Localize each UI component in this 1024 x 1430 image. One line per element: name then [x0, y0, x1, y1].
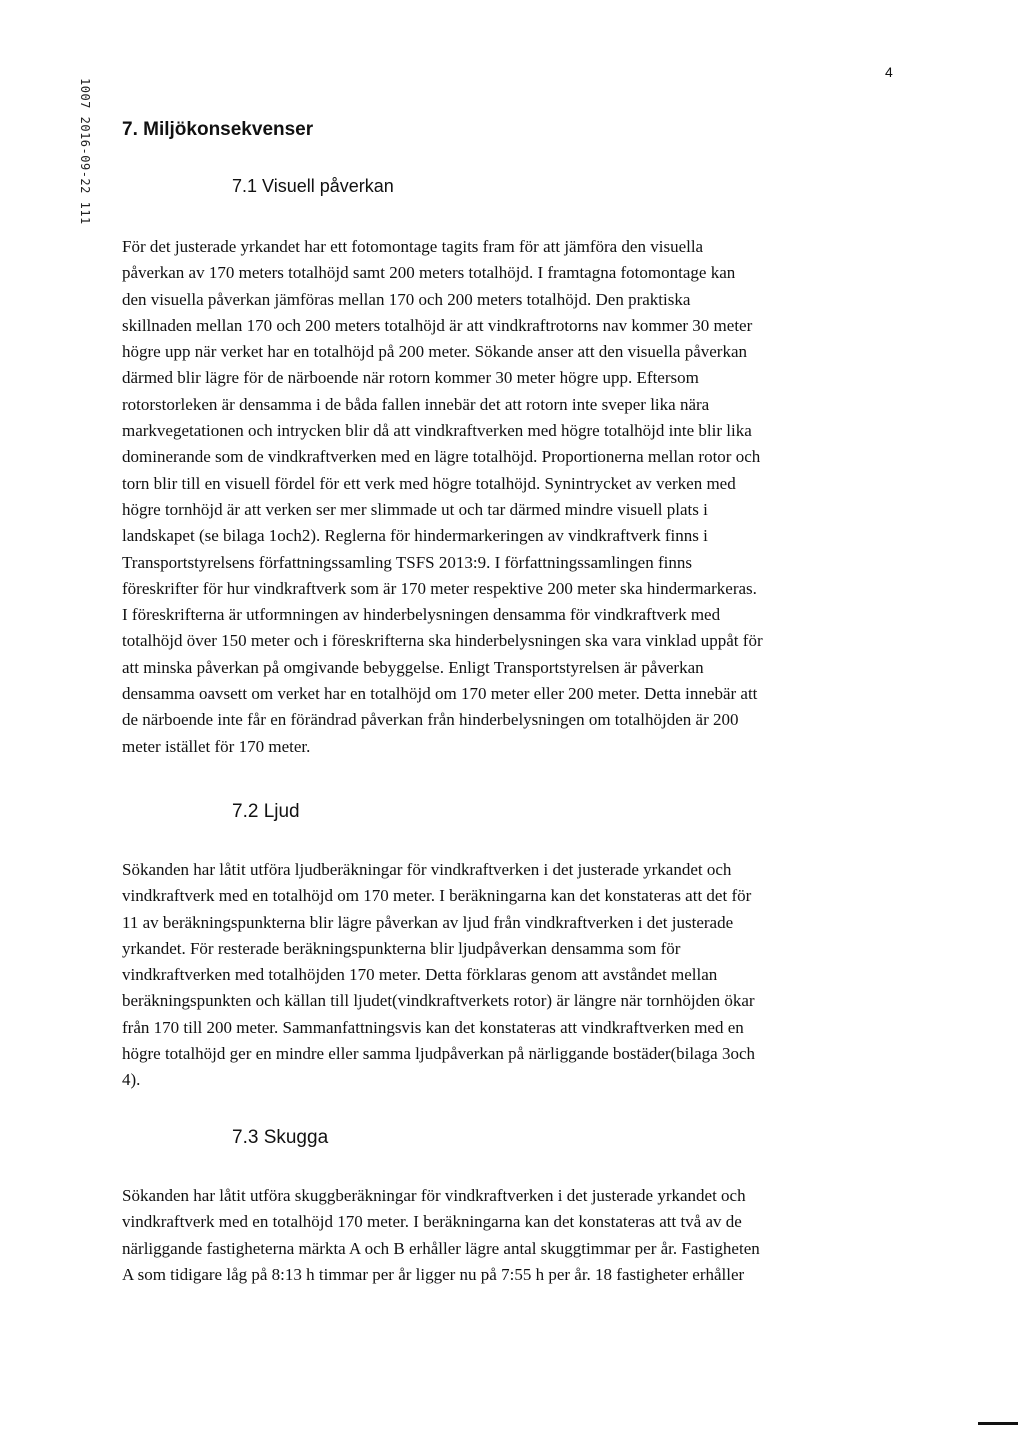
text-line: beräkningspunkten och källan till ljudet(vindkraftverkets rotor) är längre när tornhöjden ökar	[122, 991, 755, 1011]
heading-ljud: 7.2 Ljud	[232, 801, 300, 822]
text-line: högre totalhöjd ger en mindre eller samma ljudpåverkan på närliggande bostäder(bilaga 3och	[122, 1044, 756, 1064]
text-line: torn blir till en visuell fördel för ett verk med högre totalhöjd. Synintrycket av verken med	[122, 473, 736, 493]
text-line: 11 av beräkningspunkterna blir lägre påverkan av ljud från vindkraftverken i det justerade	[122, 912, 734, 932]
text-line: markvegetationen och intrycken blir då att vindkraftverken med högre totalhöjd inte blir lika	[122, 421, 752, 441]
text-line: landskapet (se bilaga 1och2). Reglerna för hindermarkeringen av vindkraftverk finns i	[122, 526, 708, 546]
text-line: meter istället för 170 meter.	[122, 736, 311, 756]
text-line: att minska påverkan på omgivande bebyggelse. Enligt Transportstyrelsen är påverkan	[122, 657, 704, 677]
text-line: därmed blir lägre för de närboende när rotorn kommer 30 meter högre upp. Eftersom	[122, 368, 699, 388]
text-line: högre tornhöjd är att verken ser mer slimmade ut och tar därmed mindre visuell plats i	[122, 499, 708, 519]
text-line: 4).	[122, 1070, 141, 1090]
page-number: 4	[885, 64, 893, 80]
text-line: totalhöjd över 150 meter och i föreskrifterna ska hinderbelysningen ska vara vinklad uppåt för	[122, 631, 763, 651]
text-line: densamma oavsett om verket har en totalhöjd om 170 meter eller 200 meter. Detta innebär att	[122, 684, 758, 704]
text-line: från 170 till 200 meter. Sammanfattningsvis kan det konstateras att vindkraftverken med en	[122, 1017, 744, 1037]
text-line: vindkraftverk med en totalhöjd 170 meter. I beräkningarna kan det konstateras att två av de	[122, 1212, 742, 1232]
text-line: yrkandet. För resterade beräkningspunkterna blir ljudpåverkan densamma som för	[122, 938, 681, 958]
paragraph-visuell-paverkan	[122, 234, 887, 760]
text-line: vindkraftverken med totalhöjden 170 meter. Detta förklaras genom att avståndet mellan	[122, 965, 718, 985]
text-line: Sökanden har låtit utföra ljudberäkningar för vindkraftverken i det justerade yrkandet och	[122, 860, 732, 879]
text-line: de närboende inte får en förändrad påverkan från hinderbelysningen om totalhöjden är 200	[122, 710, 739, 730]
text-line: påverkan av 170 meters totalhöjd samt 200 meters totalhöjd. I framtagna fotomontage kan	[122, 263, 736, 283]
text-line: I föreskrifterna är utformningen av hinderbelysningen densamma för vindkraftverk med	[122, 605, 721, 625]
text-line: föreskrifter för hur vindkraftverk som är 170 meter respektive 200 meter ska hindermarkeras.	[122, 578, 757, 598]
paragraph-skugga	[122, 1183, 887, 1288]
paragraph-ljud	[122, 857, 887, 1094]
text-line: närliggande fastigheterna märkta A och B erhåller lägre antal skuggtimmar per år. Fastigheten	[122, 1238, 760, 1258]
text-line: den visuella påverkan jämföras mellan 170 och 200 meters totalhöjd. Den praktiska	[122, 289, 691, 309]
scan-edge-mark	[978, 1422, 1018, 1425]
text-line: Transportstyrelsens författningssamling TSFS 2013:9. I författningssamlingen finns	[122, 552, 692, 572]
text-line: högre upp när verket har en totalhöjd på 200 meter. Sökande anser att den visuella påverkan	[122, 342, 748, 362]
heading-skugga: 7.3 Skugga	[232, 1127, 329, 1148]
section-title: 7. Miljökonsekvenser	[122, 119, 314, 140]
text-line: rotorstorleken är densamma i de båda fallen innebär det att rotorn inte sveper lika nära	[122, 394, 710, 414]
text-line: För det justerade yrkandet har ett fotomontage tagits fram för att jämföra den visuella	[122, 237, 704, 256]
text-line: Sökanden har låtit utföra skuggberäkningar för vindkraftverken i det justerade yrkandet och	[122, 1186, 746, 1205]
text-line: dominerande som de vindkraftverken med en lägre totalhöjd. Proportionerna mellan rotor och	[122, 447, 761, 467]
heading-visuell-paverkan: 7.1 Visuell påverkan	[232, 176, 394, 196]
registration-stamp: 1007 2016-09-22 111	[78, 78, 92, 225]
text-line: skillnaden mellan 170 och 200 meters totalhöjd är att vindkraftrotorns nav kommer 30 meter	[122, 315, 753, 335]
text-line: vindkraftverk med en totalhöjd om 170 meter. I beräkningarna kan det konstateras att det för	[122, 886, 752, 906]
text-line: A som tidigare låg på 8:13 h timmar per år ligger nu på 7:55 h per år. 18 fastigheter erhåller	[122, 1264, 745, 1284]
